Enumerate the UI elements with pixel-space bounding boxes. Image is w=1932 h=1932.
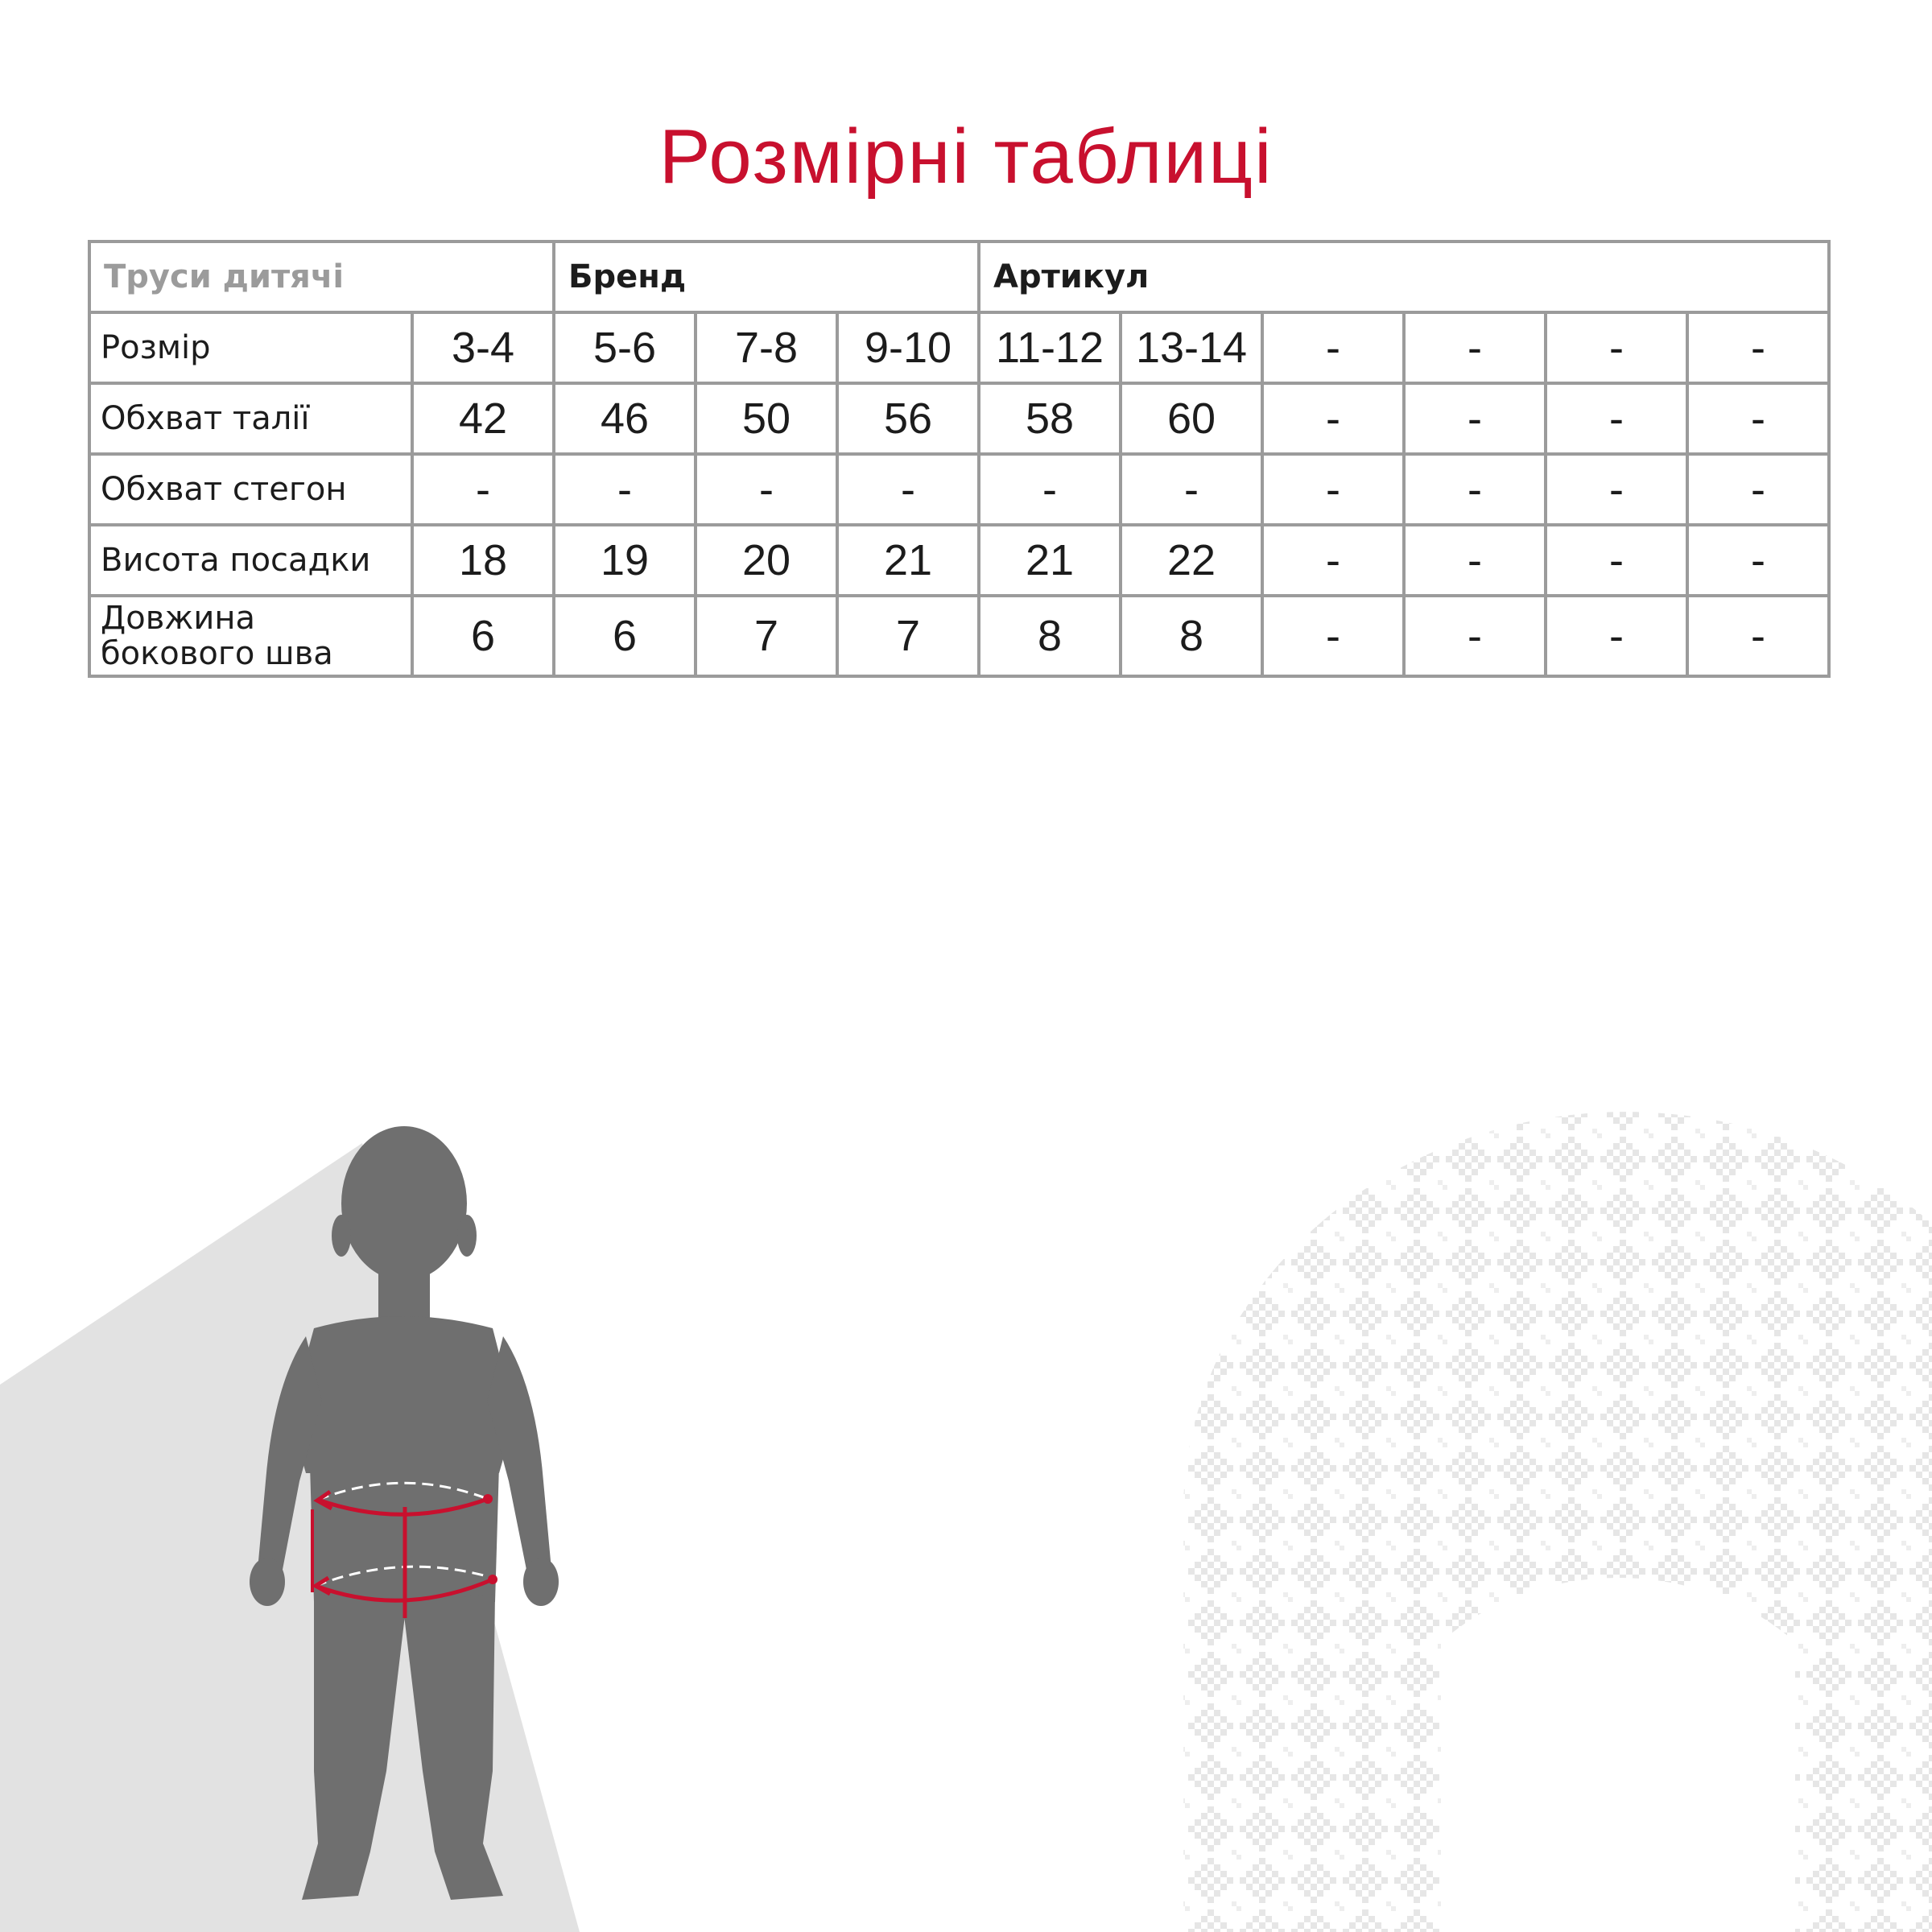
- table-cell: 5-6: [554, 312, 696, 383]
- table-cell: -: [412, 454, 554, 525]
- table-cell: 46: [554, 383, 696, 454]
- table-cell: -: [837, 454, 979, 525]
- table-cell: 19: [554, 525, 696, 596]
- table-cell: 21: [837, 525, 979, 596]
- table-cell: 6: [554, 596, 696, 676]
- table-cell: 58: [979, 383, 1121, 454]
- table-cell: -: [1404, 312, 1546, 383]
- table-cell: -: [1121, 454, 1262, 525]
- table-cell: -: [1404, 454, 1546, 525]
- article-cell: Артикул: [979, 242, 1829, 312]
- folk-ornament-icon: [1183, 1112, 1932, 1932]
- table-cell: 9-10: [837, 312, 979, 383]
- table-cell: 6: [412, 596, 554, 676]
- table-cell: 56: [837, 383, 979, 454]
- row-label: Довжина бокового шва: [89, 596, 412, 676]
- table-cell: -: [1546, 596, 1687, 676]
- table-cell: -: [1546, 525, 1687, 596]
- brand-cell: Бренд: [554, 242, 979, 312]
- table-cell: -: [1404, 596, 1546, 676]
- table-cell: 22: [1121, 525, 1262, 596]
- table-cell: -: [1262, 454, 1404, 525]
- table-cell: -: [1404, 525, 1546, 596]
- table-cell: -: [1262, 596, 1404, 676]
- table-cell: -: [1546, 383, 1687, 454]
- table-cell: -: [696, 454, 837, 525]
- table-cell: -: [1687, 454, 1829, 525]
- row-label: Розмір: [89, 312, 412, 383]
- table-cell: 7: [696, 596, 837, 676]
- table-cell: -: [1546, 454, 1687, 525]
- table-cell: -: [1687, 383, 1829, 454]
- row-label: Обхват талії: [89, 383, 412, 454]
- row-label: Обхват стегон: [89, 454, 412, 525]
- table-cell: 60: [1121, 383, 1262, 454]
- table-cell: -: [1687, 312, 1829, 383]
- table-cell: 21: [979, 525, 1121, 596]
- table-cell: 8: [1121, 596, 1262, 676]
- table-cell: 20: [696, 525, 837, 596]
- table-cell: 11-12: [979, 312, 1121, 383]
- table-cell: 7: [837, 596, 979, 676]
- table-cell: -: [979, 454, 1121, 525]
- table-cell: -: [1262, 312, 1404, 383]
- table-cell: 42: [412, 383, 554, 454]
- table-cell: -: [1687, 525, 1829, 596]
- table-cell: -: [1546, 312, 1687, 383]
- page-title: Розмірні таблиці: [658, 114, 1274, 200]
- table-cell: -: [1687, 596, 1829, 676]
- table-cell: -: [1262, 383, 1404, 454]
- table-cell: -: [554, 454, 696, 525]
- table-cell: -: [1262, 525, 1404, 596]
- table-cell: 3-4: [412, 312, 554, 383]
- table-cell: 50: [696, 383, 837, 454]
- product-name-cell: Труси дитячі: [89, 242, 554, 312]
- table-cell: 13-14: [1121, 312, 1262, 383]
- table-cell: 18: [412, 525, 554, 596]
- table-cell: 7-8: [696, 312, 837, 383]
- row-label: Висота посадки: [89, 525, 412, 596]
- table-cell: -: [1404, 383, 1546, 454]
- table-cell: 8: [979, 596, 1121, 676]
